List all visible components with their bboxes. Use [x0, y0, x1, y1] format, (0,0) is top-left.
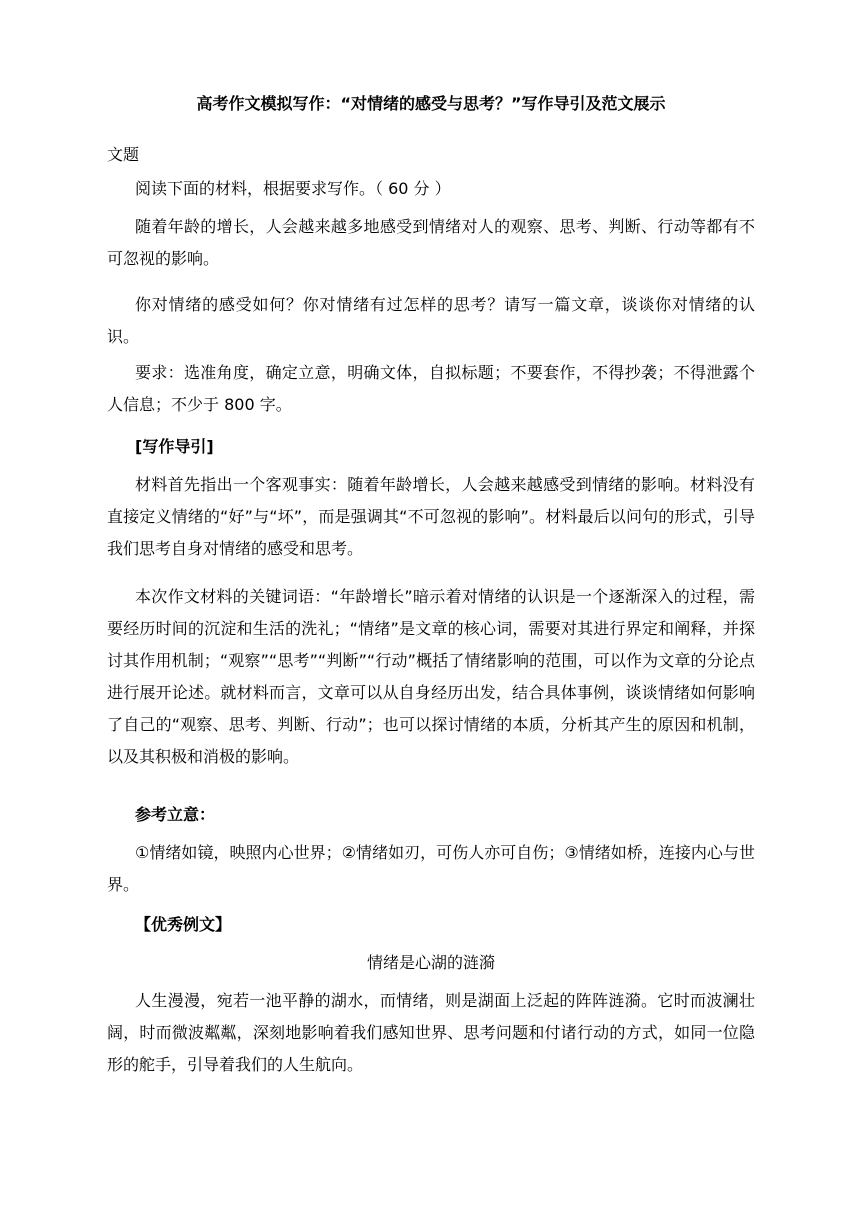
essay-title: 情绪是心湖的涟漪	[366, 953, 495, 972]
example-heading: 【优秀例文】	[135, 915, 232, 934]
guide-heading: [写作导引]	[135, 437, 214, 456]
guide-paragraph-2: 本次作文材料的关键词语：“年龄增长”暗示着对情绪的认识是一个逐渐深入的过程，需要经历时间的沉淀和生活的洗礼；“情绪”是文章的核心词，需要对其进行界定和阐释，并探讨其作用机制；“观察”“思考”“判断”“行动”概括了情绪影响的范围，可以作为文章的分论点进行展开论述。就材料而言，文章可以从自身经历出发，结合具体事例，谈谈情绪如何影响了自己的“观察、思考、判断、行动”；也可以探讨情绪的本质，分析其产生的原因和机制，以及其积极和消极的影响。	[107, 587, 755, 766]
essay-paragraph-1: 人生漫漫，宛若一池平静的湖水，而情绪，则是湖面上泛起的阵阵涟漪。它时而波澜壮阔，时而微波粼粼，深刻地影响着我们感知世界、思考问题和付诸行动的方式，如同一位隐形的舵手，引导着我们的人生航向。	[107, 991, 755, 1074]
instruction-paragraph: 阅读下面的材料，根据要求写作。（ 60 分 ）	[135, 179, 451, 198]
requirements-paragraph: 要求：选准角度，确定立意，明确文体，自拟标题；不要套作，不得抄袭；不得泄露个人信息；不少于 800 字。	[107, 363, 755, 414]
ideas-paragraph: ①情绪如镜，映照内心世界；②情绪如刃，可伤人亦可自伤；③情绪如桥，连接内心与世界。	[107, 843, 755, 894]
material-paragraph-1: 随着年龄的增长，人会越来越多地感受到情绪对人的观察、思考、判断、行动等都有不可忽视的影响。	[107, 217, 755, 268]
document-title: 高考作文模拟写作：“对情绪的感受与思考？”写作导引及范文展示	[196, 94, 666, 113]
material-paragraph-2: 你对情绪的感受如何？你对情绪有过怎样的思考？请写一篇文章，谈谈你对情绪的认识。	[107, 295, 755, 346]
guide-paragraph-1: 材料首先指出一个客观事实：随着年龄增长，人会越来越感受到情绪的影响。材料没有直接定义情绪的“好”与“坏”，而是强调其“不可忽视的影响”。材料最后以问句的形式，引导我们思考自身对情绪的感受和思考。	[107, 475, 755, 558]
ideas-heading: 参考立意：	[135, 805, 216, 824]
section-topic-label: 文题	[107, 145, 140, 164]
